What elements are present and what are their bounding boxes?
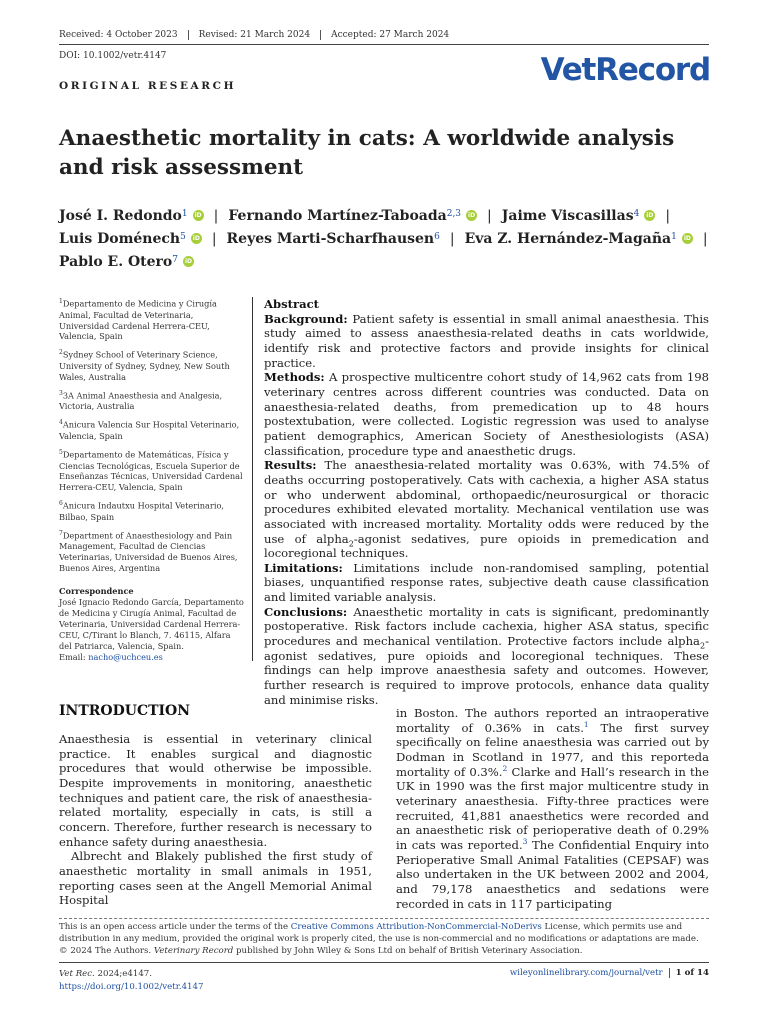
footer-right: [500, 968, 709, 978]
abstract-background: Background: Patient safety is essential in small animal anaesthesia. This study aimed to assess anaesthesia-related deaths in cats worldwide, identify risk and protective factors and provide insights for clinical practice.: [264, 311, 709, 370]
article-dates: [59, 30, 459, 40]
reference-link[interactable]: 1: [583, 719, 589, 729]
journal-logo[interactable]: VetRecord: [540, 52, 710, 88]
orcid-icon[interactable]: iD: [468, 211, 476, 219]
license-notice: This is an open access article under the terms of the Creative Commons Attribution-NonCommercial-NoDerivs License, which permits use and distribution in any medium, provided the original work is properly cited, the use is non-commercial and no modifications or adaptations are made. © 2024 The Authors. Veterinary Record published by John Wiley & Sons Ltd on behalf of British Veterinary Association.: [59, 922, 699, 956]
abstract-methods: Methods: A prospective multicentre cohort study of 14,962 cats from 198 veterinary centres across different countries was conducted. Data on anaesthesia-related deaths, from premedication up to 48 hours postextubation, were collected. Logistic regression was used to analyse patient demographics, American Society of Anesthesiologists (ASA) classification, procedure type and anaesthetic drugs.: [264, 370, 710, 458]
author[interactable]: Fernando Martínez-Taboada$^{2,3}$ iD: [228, 208, 476, 224]
affiliation: $^3$3A Animal Anaesthesia and Analgesia, Victoria, Australia: [59, 389, 223, 412]
affiliation: $^1$Departamento de Medicina y Cirugía Animal, Facultad de Veterinaria, Universidad Cardenal Herrera-CEU, Valencia, Spain: [59, 298, 217, 342]
body-column-left: [59, 702, 372, 908]
footer-citation: Vet Rec. 2024;e4147. https://doi.org/10.1002/vetr.4147: [59, 969, 204, 992]
affiliation: $^2$Sydney School of Veterinary Science, University of Sydney, Sydney, New South Wales, Australia: [59, 349, 230, 382]
abstract-results: Results: The anaesthesia-related mortality was 0.63%, with 74.5% of deaths occurring postoperatively. Cats with cachexia, a higher ASA status or who underwent abdominal, orthopaedic/neurosurgical or thoracic procedures exhibited elevated mortality. Mechanical ventilation use was associated with increased mortality. Mortality odds were reduced by the use of alpha$_2$-agonist sedatives, pure opioids in premedication and locoregional techniques.: [264, 458, 710, 561]
header-rule: [59, 44, 709, 45]
reference-link[interactable]: 2: [502, 763, 508, 773]
received-date: Received: 4 October 2023: [59, 30, 178, 40]
orcid-icon[interactable]: iD: [683, 234, 691, 242]
abstract-heading: Abstract: [264, 297, 320, 311]
orcid-icon[interactable]: iD: [646, 211, 654, 219]
paragraph: in Boston. The authors reported an intraoperative mortality of 0.36% in cats.$^1$ The first survey specifically on feline anaesthesia was carried out by Dodman in Scotland in 1977, and this reporteda mortality of 0.3%.$^2$ Clarke and Hall’s research in the UK in 1990 was the first major multicentre study in veterinary anaesthesia. Fifty-three practices were recruited, 41,881 anaesthetics were recorded and an anaesthetic risk of perioperative death of 0.29% in cats was reported.$^3$ The Confidential Enquiry into Perioperative Small Animal Fatalities (CEPSAF) was also undertaken in the UK between 2002 and 2004, and 79,178 anaesthetics and sedations were recorded in cats in 117 participating: [396, 706, 709, 911]
orcid-icon[interactable]: iD: [184, 257, 192, 265]
doi: DOI: 10.1002/vetr.4147: [59, 51, 167, 61]
author-list: José I. Redondo$^1$ iD | Fernando Martínez-Taboada$^{2,3}$ iD | Jaime Viscasillas$^4$ iD | Luis Doménech$^5$ iD | Reyes Marti-Scharfhausen$^6$ | Eva Z. Hernández-Magaña$^1$ iD | Pablo E. Otero$^7$ iD: [59, 208, 708, 270]
abstract: [264, 297, 709, 707]
body-column-right: [396, 706, 709, 911]
affiliation: $^7$Department of Anaesthesiology and Pain Management, Facultad de Ciencias Veterinarias, Universidad de Buenos Aires, Buenos Aires, Argentina: [59, 529, 238, 574]
author[interactable]: Eva Z. Hernández-Magaña$^1$ iD: [464, 231, 691, 247]
license-divider: [59, 918, 709, 919]
affiliations: [59, 297, 244, 663]
license-link[interactable]: Creative Commons Attribution-NonCommercial-NoDerivs: [290, 922, 542, 932]
email-link[interactable]: nacho@uchceu.es: [88, 651, 163, 662]
correspondence-text: José Ignacio Redondo García, Departamento de Medicina y Cirugía Animal, Facultad de Veterinaria, Universidad Cardenal Herrera-CEU, C/Tirant lo Blanch, 7. 46115, Alfara del Patriarca, Valencia, Spain.: [59, 597, 244, 651]
footer-rule: [59, 962, 709, 963]
author[interactable]: Pablo E. Otero$^7$ iD: [59, 254, 192, 270]
author[interactable]: José I. Redondo$^1$ iD: [59, 208, 202, 224]
author[interactable]: Jaime Viscasillas$^4$ iD: [501, 208, 654, 224]
paragraph: Albrecht and Blakely published the first study of anaesthetic mortality in small animals in 1951, reporting cases seen at the Angell Memorial Animal Hospital: [59, 849, 372, 908]
abstract-limitations: Limitations: Limitations include non-randomised sampling, potential biases, unquantified response rates, subjective death cause classification and limited variable analysis.: [264, 560, 709, 605]
accepted-date: Accepted: 27 March 2024: [320, 30, 459, 40]
correspondence-heading: Correspondence: [59, 586, 134, 597]
section-tag: ORIGINAL RESEARCH: [59, 80, 237, 92]
page-number: 1 of 14: [669, 968, 709, 978]
journal-link[interactable]: wileyonlinelibrary.com/journal/vetr: [509, 968, 663, 978]
author[interactable]: Luis Doménech$^5$ iD: [59, 231, 200, 247]
affiliation: $^4$Anicura Valencia Sur Hospital Veterinario, Valencia, Spain: [59, 419, 240, 441]
abstract-conclusions: Conclusions: Anaesthetic mortality in cats is significant, predominantly postoperative. Risk factors include cachexia, higher ASA status, specific procedures and mechanical ventilation. Protective factors include alpha$_2$-agonist sedatives, pure opioids and locoregional techniques. These findings can help improve anaesthesia safety and outcomes. However, further research is required to improve protocols, enhance data quality and minimise risks.: [264, 604, 709, 707]
author[interactable]: Reyes Marti-Scharfhausen$^6$: [226, 231, 440, 247]
doi-link[interactable]: https://doi.org/10.1002/vetr.4147: [59, 981, 204, 992]
correspondence: Correspondence José Ignacio Redondo García, Departamento de Medicina y Cirugía Animal, Facultad de Veterinaria, Universidad Cardenal Herrera-CEU, C/Tirant lo Blanch, 7. 46115, Alfara del Patriarca, Valencia, Spain. Email: nacho@uchceu.es: [59, 586, 244, 662]
article-title: Anaesthetic mortality in cats: A worldwide analysis and risk assessment: [59, 126, 675, 180]
section-heading: INTRODUCTION: [59, 703, 191, 719]
affiliation: $^5$Departamento de Matemáticas, Física y Ciencias Tecnológicas, Escuela Superior de Enseñanzas Técnicas, Universidad Cardenal Herrera-CEU, Valencia, Spain: [59, 448, 243, 493]
reference-link[interactable]: 3: [522, 837, 528, 847]
orcid-icon[interactable]: iD: [194, 211, 202, 219]
affiliation: $^6$Anicura Indautxu Hospital Veterinario, Bilbao, Spain: [59, 500, 224, 522]
revised-date: Revised: 21 March 2024: [188, 30, 320, 40]
orcid-icon[interactable]: iD: [192, 234, 200, 242]
abstract-divider: [252, 297, 253, 661]
paragraph: Anaesthesia is essential in veterinary clinical practice. It enables surgical and diagnostic procedures that would otherwise be impossible. Despite improvements in monitoring, anaesthetic techniques and patient care, the risk of anaesthesia-related mortality, especially in cats, is still a concern. Therefore, further research is necessary to enhance safety during anaesthesia.: [59, 732, 372, 849]
